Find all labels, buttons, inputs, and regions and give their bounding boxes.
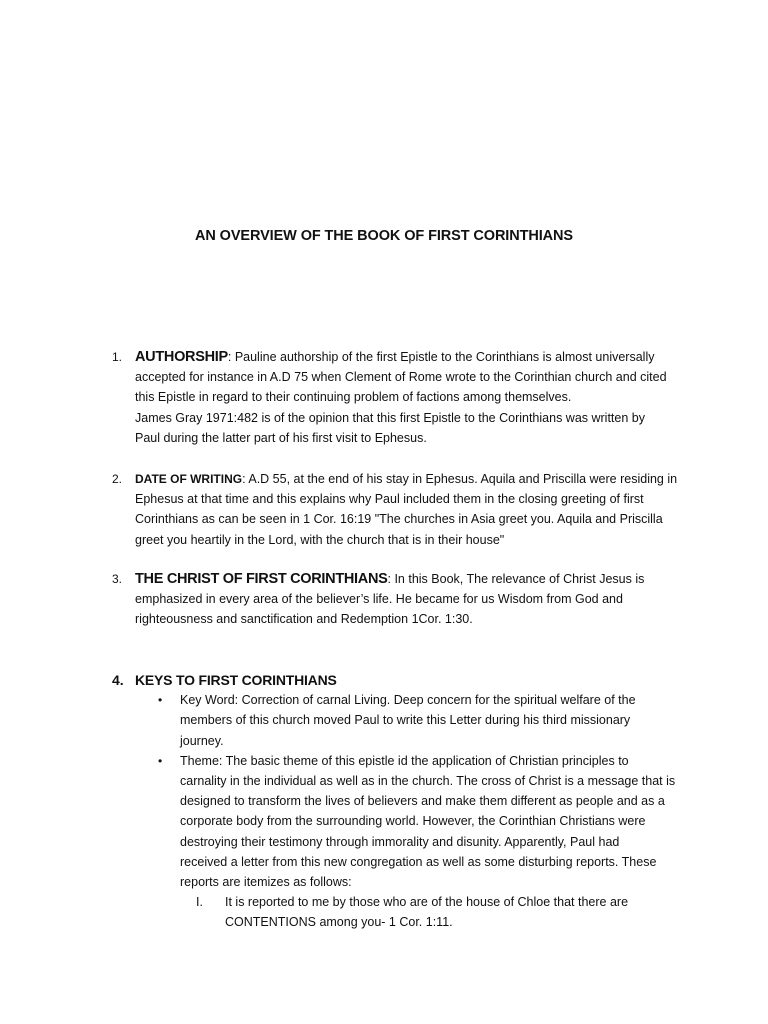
section-line: accepted for instance in A.D 75 when Clement of Rome wrote to the Corinthian church and cited	[135, 370, 667, 385]
section-keys	[112, 670, 682, 933]
section-number: 3.	[112, 572, 123, 586]
section-authorship	[112, 347, 682, 448]
section-line: Paul during the latter part of his first visit to Ephesus.	[135, 430, 427, 445]
section-heading: KEYS TO FIRST CORINTHIANS	[135, 672, 337, 688]
document-title: AN OVERVIEW OF THE BOOK OF FIRST CORINTHIANS	[195, 228, 573, 244]
roman-list	[180, 892, 680, 932]
section-body	[135, 469, 680, 550]
bullet-list	[157, 690, 680, 932]
list-line: members of this church moved Paul to write this Letter during his third missionary	[180, 713, 631, 728]
section-lead: THE CHRIST OF FIRST CORINTHIANS	[135, 571, 388, 587]
section-line: Corinthians as can be seen in 1 Cor. 16:19 "The churches in Asia greet you. Aquila and Priscilla	[135, 512, 663, 527]
list-line: destroying their testimony through immorality and disunity. Apparently, Paul had	[180, 834, 620, 849]
section-christ-of-first-corinthians	[112, 569, 682, 630]
list-line: CONTENTIONS among you- 1 Cor. 1:11.	[225, 915, 453, 930]
section-line: James Gray 1971:482 is of the opinion that this first Epistle to the Corinthians was written by	[135, 410, 645, 425]
section-lead: AUTHORSHIP	[135, 349, 228, 365]
roman-item	[180, 892, 680, 932]
section-line: DATE OF WRITING: A.D 55, at the end of his stay in Ephesus. Aquila and Priscilla were residing in	[135, 472, 678, 486]
section-number: 2.	[112, 472, 123, 486]
bullet-marker: •	[158, 693, 163, 708]
section-number: 1.	[112, 350, 123, 364]
section-line: AUTHORSHIP: Pauline authorship of the first Epistle to the Corinthians is almost universally	[135, 349, 655, 365]
list-line: carnality in the individual as well as in the church. The cross of Christ is a message that is	[180, 774, 676, 789]
section-line: emphasized in every area of the believer’s life. He became for us Wisdom from God and	[135, 592, 623, 607]
section-line: greet you heartily in the Lord, with the church that is in their house"	[135, 532, 505, 547]
list-line: journey.	[180, 733, 224, 748]
list-line: received a letter from this new congregation as well as some disturbing reports. These	[180, 854, 657, 869]
section-lead: DATE OF WRITING	[135, 472, 243, 486]
section-line: THE CHRIST OF FIRST CORINTHIANS: In this Book, The relevance of Christ Jesus is	[135, 571, 645, 587]
section-date-of-writing	[112, 469, 682, 550]
list-line: corporate body from the surrounding world. However, the Corinthian Christians were	[180, 814, 646, 829]
bullet-marker: •	[158, 753, 163, 768]
list-line: reports are itemizes as follows:	[180, 875, 352, 890]
list-line: Theme: The basic theme of this epistle id the application of Christian principles to	[180, 753, 629, 768]
roman-marker: I.	[196, 895, 203, 910]
section-line: righteousness and sanctification and Redemption 1Cor. 1:30.	[135, 612, 473, 627]
section-body	[135, 670, 680, 933]
section-body	[135, 569, 680, 630]
list-item	[157, 690, 680, 751]
list-line: Key Word: Correction of carnal Living. Deep concern for the spiritual welfare of the	[180, 693, 636, 708]
section-line: Ephesus at that time and this explains why Paul included them in the closing greeting of first	[135, 492, 644, 507]
list-line: designed to transform the lives of believers and make them different as people and as a	[180, 794, 665, 809]
list-line: It is reported to me by those who are of the house of Chloe that there are	[225, 895, 629, 910]
section-body	[135, 347, 680, 448]
section-line: this Epistle in regard to their continuing problem of factions among themselves.	[135, 390, 572, 405]
list-item	[157, 751, 680, 933]
section-number: 4.	[112, 672, 124, 688]
